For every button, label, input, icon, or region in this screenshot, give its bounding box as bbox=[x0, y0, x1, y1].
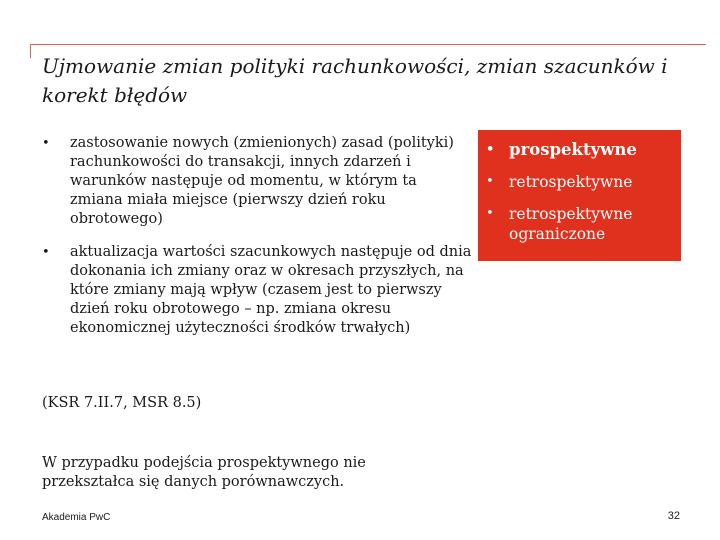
title-rule-tick bbox=[30, 44, 31, 58]
left-bullet-list bbox=[42, 134, 472, 352]
bullet-icon: • bbox=[486, 142, 495, 157]
reference-text: (KSR 7.II.7, MSR 8.5) bbox=[42, 395, 202, 411]
bullet-icon: • bbox=[486, 206, 494, 221]
left-list-item bbox=[42, 134, 472, 229]
title-rule bbox=[30, 44, 706, 45]
footer-brand: Akademia PwC bbox=[42, 512, 111, 523]
approach-item-label: retrospektywne bbox=[509, 173, 633, 191]
bullet-icon: • bbox=[42, 136, 50, 151]
approach-item-prospective bbox=[486, 140, 673, 160]
slide-title: Ujmowanie zmian polityki rachunkowości, zmian szacunków i korekt błędów bbox=[42, 54, 668, 107]
approach-list bbox=[486, 140, 673, 244]
left-list-item-text: zastosowanie nowych (zmienionych) zasad (polityki) rachunkowości do transakcji, innych zdarzeń i warunków następuje od momentu, w którym ta zmiana miała miejsce (pierwszy dzień roku obrotowego) bbox=[70, 135, 454, 227]
left-list-item bbox=[42, 243, 472, 338]
approach-item-label: prospektywne bbox=[509, 140, 637, 159]
approach-item-label: retrospektywne ograniczone bbox=[509, 205, 633, 243]
approach-item-retrospective bbox=[486, 172, 673, 192]
page-number: 32 bbox=[667, 510, 680, 522]
bullet-icon: • bbox=[42, 245, 50, 260]
bullet-icon: • bbox=[486, 174, 494, 189]
left-list-item-text: aktualizacja wartości szacunkowych następuje od dnia dokonania ich zmiany oraz w okresach przyszłych, na które zmiany mają wpływ (czasem jest to pierwszy dzień roku obrotowego – np. zmiana okresu ekonomicznej użyteczności środków trwałych) bbox=[70, 244, 472, 336]
approach-box bbox=[478, 130, 681, 261]
approach-item-limited-retrospective bbox=[486, 204, 673, 244]
note-text: W przypadku podejścia prospektywnego nie przekształca się danych porównawczych. bbox=[42, 455, 366, 490]
